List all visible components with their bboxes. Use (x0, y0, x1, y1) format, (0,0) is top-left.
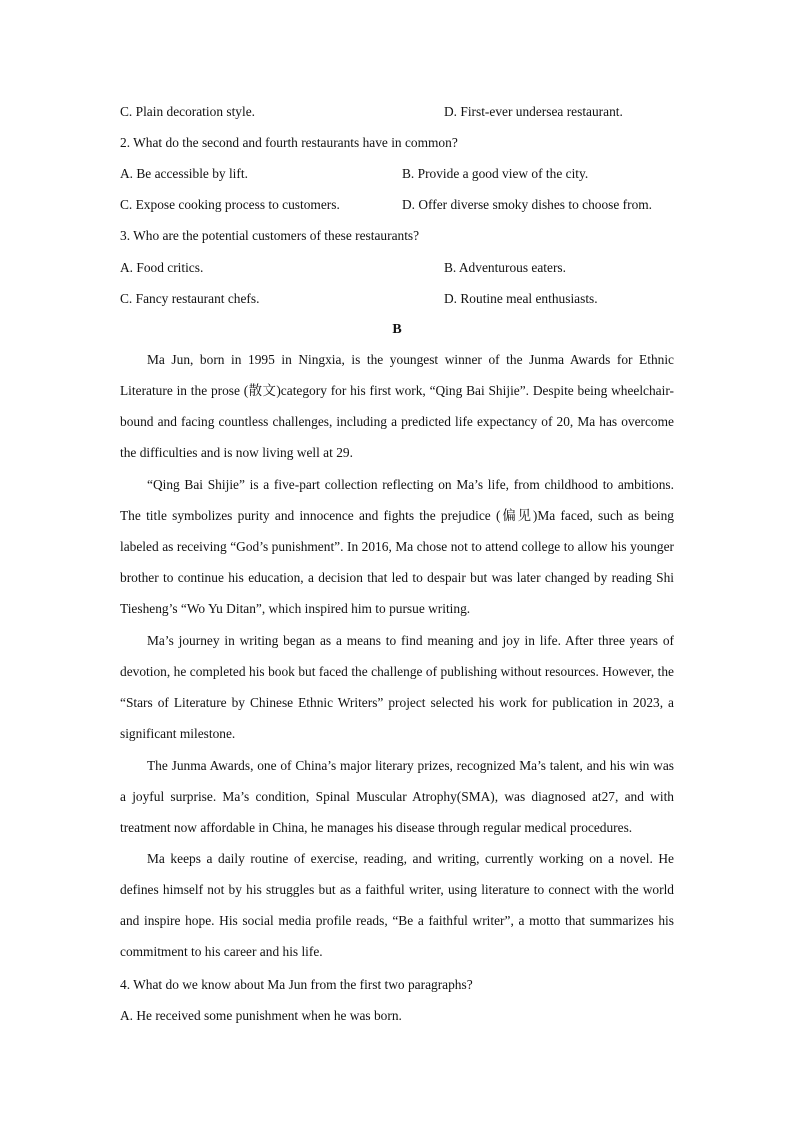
q4-option-a: A. He received some punishment when he was born. (120, 1008, 402, 1023)
q3-stem: 3. Who are the potential customers of these restaurants? (120, 228, 420, 243)
q1-option-c: C. Plain decoration style. (120, 104, 255, 119)
q2-option-d: D. Offer diverse smoky dishes to choose from. (402, 197, 653, 212)
q2-option-c: C. Expose cooking process to customers. (120, 197, 340, 212)
q3-option-a: A. Food critics. (120, 260, 204, 275)
passage-paragraph-3: Ma’s journey in writing began as a means to find meaning and joy in life. After three years of devotion, he completed his book but faced the challenge of publishing without resources. However, the “Stars of Literature by Chinese Ethnic Writers” project selected his work for publication in 2023, a significant milestone. (120, 633, 674, 742)
passage-paragraph-2: “Qing Bai Shijie” is a five-part collection reflecting on Ma’s life, from childhood to ambitions. The title symbolizes purity and innocence and fights the prejudice (偏见)Ma faced, such as being labeled as receiving “God’s punishment”. In 2016, Ma chose not to attend college to allow his younger brother to continue his education, a decision that led to despair but was later changed by reading Shi Tiesheng’s “Wo Yu Ditan”, which inspired him to pursue writing. (120, 477, 674, 617)
q4-stem: 4. What do we know about Ma Jun from the first two paragraphs? (120, 977, 473, 992)
passage-paragraph-1: Ma Jun, born in 1995 in Ningxia, is the youngest winner of the Junma Awards for Ethnic Literature in the prose (散文)category for his first work, “Qing Bai Shijie”. Despite being wheelchair-bound and facing countless challenges, including a predicted life expectancy of 20, Ma has overcome the difficulties and is now living well at 29. (120, 352, 674, 461)
q3-option-c: C. Fancy restaurant chefs. (120, 291, 260, 306)
passage-paragraph-4: The Junma Awards, one of China’s major literary prizes, recognized Ma’s talent, and his win was a joyful surprise. Ma’s condition, Spinal Muscular Atrophy(SMA), was diagnosed at27, and with treatment now affordable in China, he manages his disease through regular medical procedures. (120, 758, 674, 836)
q2-option-b: B. Provide a good view of the city. (402, 166, 589, 181)
q3-option-b: B. Adventurous eaters. (444, 260, 566, 275)
q2-option-a: A. Be accessible by lift. (120, 166, 248, 181)
q2-stem: 2. What do the second and fourth restaurants have in common? (120, 135, 458, 150)
section-b-title: B (392, 322, 402, 337)
q3-option-d: D. Routine meal enthusiasts. (444, 291, 598, 306)
q1-option-d: D. First-ever undersea restaurant. (444, 104, 623, 119)
passage-paragraph-5: Ma keeps a daily routine of exercise, reading, and writing, currently working on a novel. He defines himself not by his struggles but as a faithful writer, using literature to connect with the world and inspire hope. His social media profile reads, “Be a faithful writer”, a motto that summarizes his commitment to his career and his life. (120, 851, 674, 960)
